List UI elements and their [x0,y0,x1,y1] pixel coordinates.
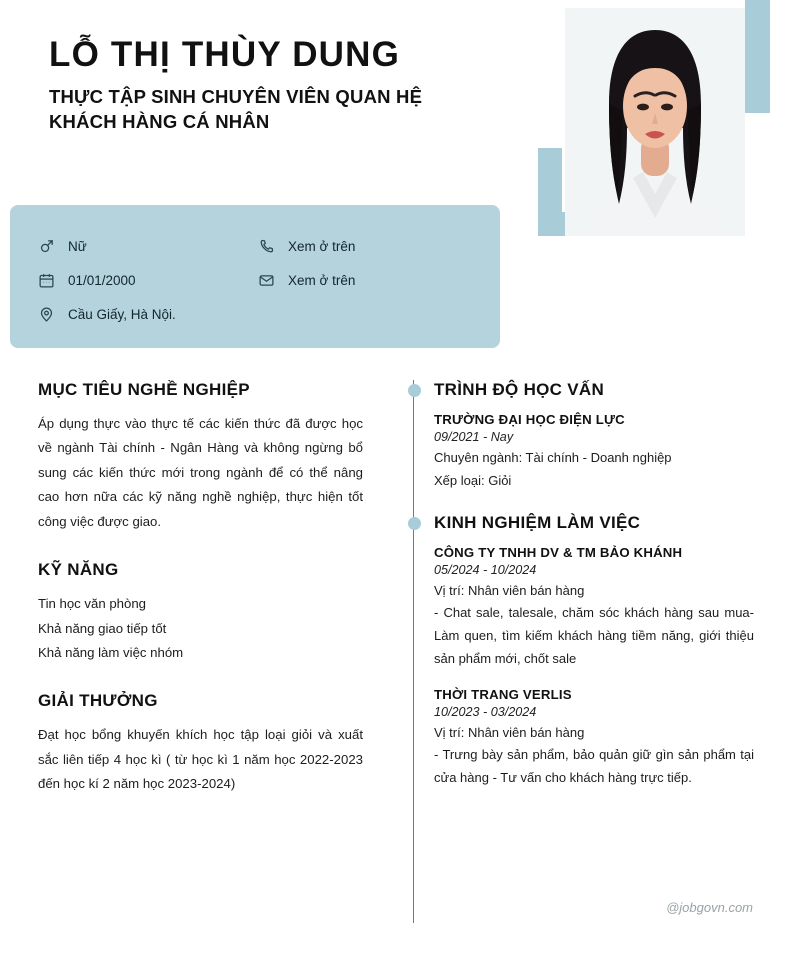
section-title-experience: KINH NGHIỆM LÀM VIỆC [434,512,641,532]
objective-body: Áp dụng thực vào thực tế các kiến thức đã được học về ngành Tài chính - Ngân Hàng và không ngừng bổ sung các kiến thức mới trong ngành để có thể nâng cao hơn nữa các kỹ năng nghề nghiệp, thực hiện tốt công việc được giao. [38,416,363,529]
education-entry [434,412,754,493]
education-detail: Xếp loại: Giỏi [434,472,512,488]
contact-item-birthdate [38,263,268,297]
list-item: Tin học văn phòng [38,596,147,612]
name-block [49,34,519,135]
bullet-icon [408,517,421,530]
list-item: Khả năng làm việc nhóm [38,644,184,660]
experience-detail: - Trưng bày sản phẩm, bảo quản giữ gìn sản phẩm tại cửa hàng - Tư vấn cho khách hàng trực tiếp. [434,747,754,785]
contact-column-left [38,229,268,331]
experience-detail: - Chat sale, talesale, chăm sóc khách hàng sau mua- Làm quen, tìm kiếm khách hàng tiềm năng, giới thiệu sản phẩm mới, chốt sale [434,605,754,666]
contact-item-address [38,297,268,331]
decorative-top-bar [745,0,770,113]
education-detail: Chuyên ngành: Tài chính - Doanh nghiệp [434,450,672,465]
section-title-education: TRÌNH ĐỘ HỌC VẤN [434,380,605,399]
phone-icon [258,238,288,255]
experience-entry [434,545,754,671]
left-column [38,380,363,823]
job-title: THỰC TẬP SINH CHUYÊN VIÊN QUAN HỆ KHÁCH HÀNG CÁ NHÂN [49,86,423,133]
section-career-objective [38,380,363,534]
contact-birthdate-value: 01/01/2000 [68,272,136,288]
experience-org: CÔNG TY TNHH DV & TM BẢO KHÁNH [434,544,683,560]
education-org: TRƯỜNG ĐẠI HỌC ĐIỆN LỰC [434,412,625,427]
awards-body: Đạt học bổng khuyến khích học tập loại giỏi và xuất sắc liên tiếp 4 học kì ( từ học kì 1 năm học 2022-2023 đến học kí 2 năm học 2023-2024) [38,727,363,792]
section-title-skills: KỸ NĂNG [38,560,119,580]
location-pin-icon [38,306,68,323]
section-awards [38,691,363,796]
experience-detail: Vị trí: Nhân viên bán hàng [434,582,585,598]
calendar-icon [38,272,68,289]
experience-entry [434,687,754,790]
experience-org: THỜI TRANG VERLIS [434,686,572,702]
page-title: LỖ THỊ THÙY DUNG [49,35,401,74]
section-skills [38,560,363,665]
contact-email-value: Xem ở trên [288,272,356,288]
column-divider [413,380,414,923]
contact-column-right [258,229,488,297]
section-title-objective: MỤC TIÊU NGHỀ NGHIỆP [38,380,250,399]
section-education [434,380,754,493]
gender-icon [38,238,68,255]
right-column [434,380,754,810]
envelope-icon [258,272,288,289]
profile-photo [565,8,745,236]
education-date: 09/2021 - Nay [434,430,514,444]
education-heading [434,380,754,400]
section-title-awards: GIẢI THƯỞNG [38,691,158,711]
list-item: Khả năng giao tiếp tốt [38,620,167,636]
contact-gender-value: Nữ [68,238,87,254]
experience-date: 10/2023 - 03/2024 [434,704,537,719]
experience-heading [434,513,754,533]
contact-panel [10,205,500,348]
watermark: @jobgovn.com [666,900,753,915]
experience-date: 05/2024 - 10/2024 [434,562,537,577]
section-experience [434,513,754,790]
contact-item-gender [38,229,268,263]
experience-detail: Vị trí: Nhân viên bán hàng [434,724,585,740]
contact-phone-value: Xem ở trên [288,238,356,254]
contact-address-value: Cầu Giấy, Hà Nội. [68,306,176,322]
bullet-icon [408,384,421,397]
contact-item-email [258,263,488,297]
contact-item-phone [258,229,488,263]
